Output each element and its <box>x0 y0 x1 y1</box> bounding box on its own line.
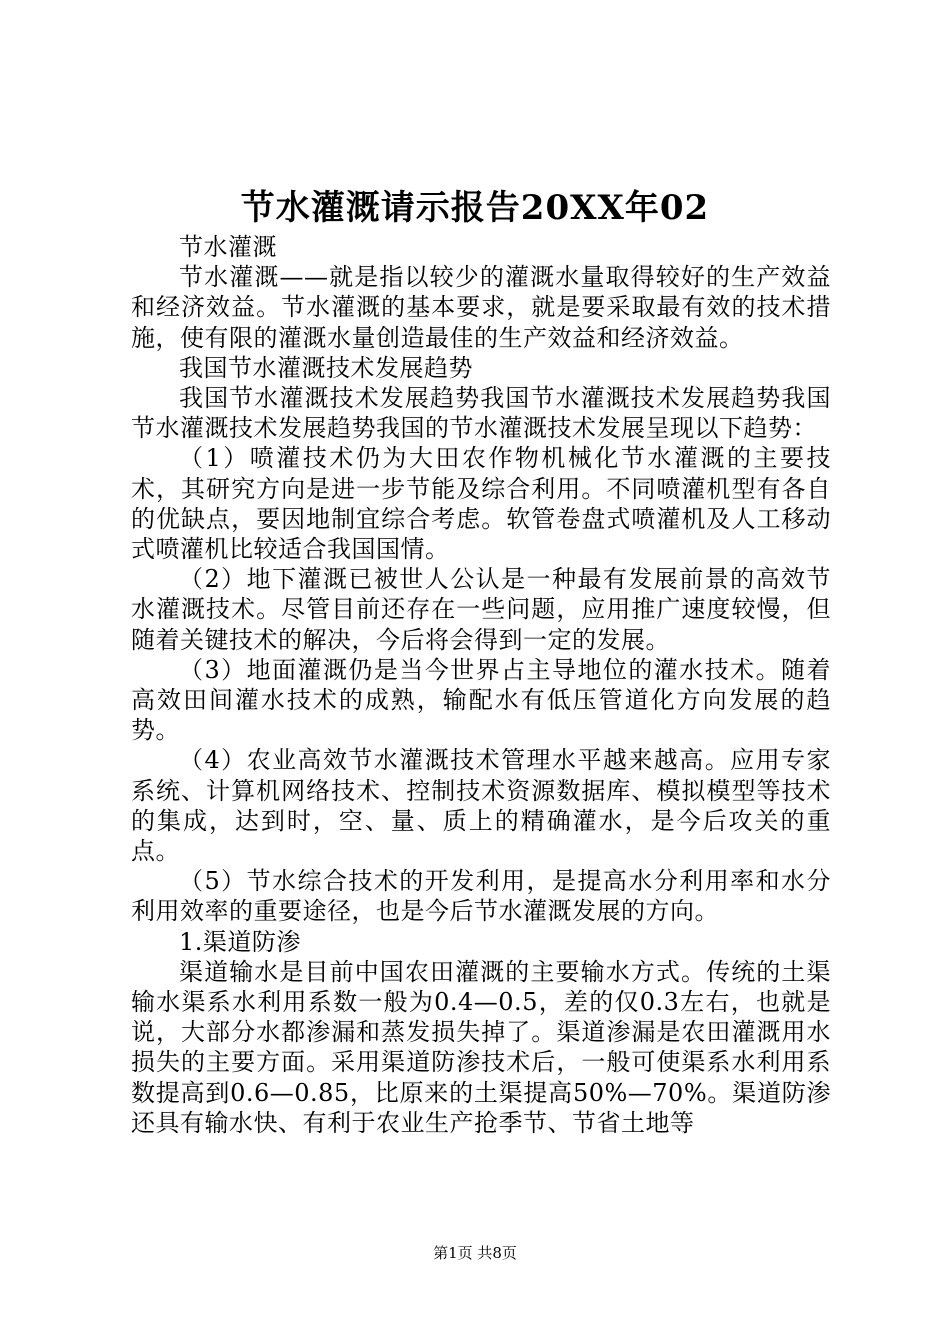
paragraph-heading-development-trend: 我国节水灌溉技术发展趋势 <box>179 353 473 382</box>
page-footer: 第1页 共8页 <box>433 1244 517 1262</box>
paragraph-trend-5: （5）节水综合技术的开发利用，是提高水分利用率和水分利用效率的重要途径，也是今后节水灌溉发展的方向。 <box>131 867 831 926</box>
document-title: 节水灌溉请示报告20XX年02 <box>240 188 710 228</box>
paragraph-trend-2: （2）地下灌溉已被世人公认是一种最有发展前景的高效节水灌溉技术。尽管目前还存在一些问题，应用推广速度较慢，但随着关键技术的解决，今后将会得到一定的发展。 <box>131 565 831 654</box>
paragraph-canal-seepage: 渠道输水是目前中国农田灌溉的主要输水方式。传统的土渠输水渠系水利用系数一般为0.4—0.5，差的仅0.3左右，也就是说，大部分水都渗漏和蒸发损失掉了。渠道渗漏是农田灌溉用水损失的主要方面。采用渠道防渗技术后，一般可使渠系水利用系数提高到0.6—0.85，比原来的土渠提高50%—70%。渠道防渗还具有输水快、有利于农业生产抢季节、节省土地等 <box>131 957 831 1137</box>
paragraph-trend-1: （1）喷灌技术仍为大田农作物机械化节水灌溉的主要技术，其研究方向是进一步节能及综合利用。不同喷灌机型有各自的优缺点，要因地制宜综合考虑。软管卷盘式喷灌机及人工移动式喷灌机比较适合我国国情。 <box>131 444 831 564</box>
paragraph-trend-4: （4）农业高效节水灌溉技术管理水平越来越高。应用专家系统、计算机网络技术、控制技术资源数据库、模拟模型等技术的集成，达到时，空、量、质上的精确灌水，是今后攻关的重点。 <box>131 746 831 866</box>
paragraph-heading-water-saving-irrigation: 节水灌溉 <box>179 233 277 261</box>
paragraph-heading-canal-seepage: 1.渠道防渗 <box>179 927 301 956</box>
paragraph-trend-intro: 我国节水灌溉技术发展趋势我国节水灌溉技术发展趋势我国节水灌溉技术发展趋势我国的节水灌溉技术发展呈现以下趋势： <box>131 384 831 443</box>
paragraph-trend-3: （3）地面灌溉仍是当今世界占主导地位的灌水技术。随着高效田间灌水技术的成熟，输配水有低压管道化方向发展的趋势。 <box>131 655 831 745</box>
document-body <box>131 232 831 1138</box>
paragraph-definition: 节水灌溉——就是指以较少的灌溉水量取得较好的生产效益和经济效益。节水灌溉的基本要求，就是要采取最有效的技术措施，使有限的灌溉水量创造最佳的生产效益和经济效益。 <box>131 263 831 352</box>
